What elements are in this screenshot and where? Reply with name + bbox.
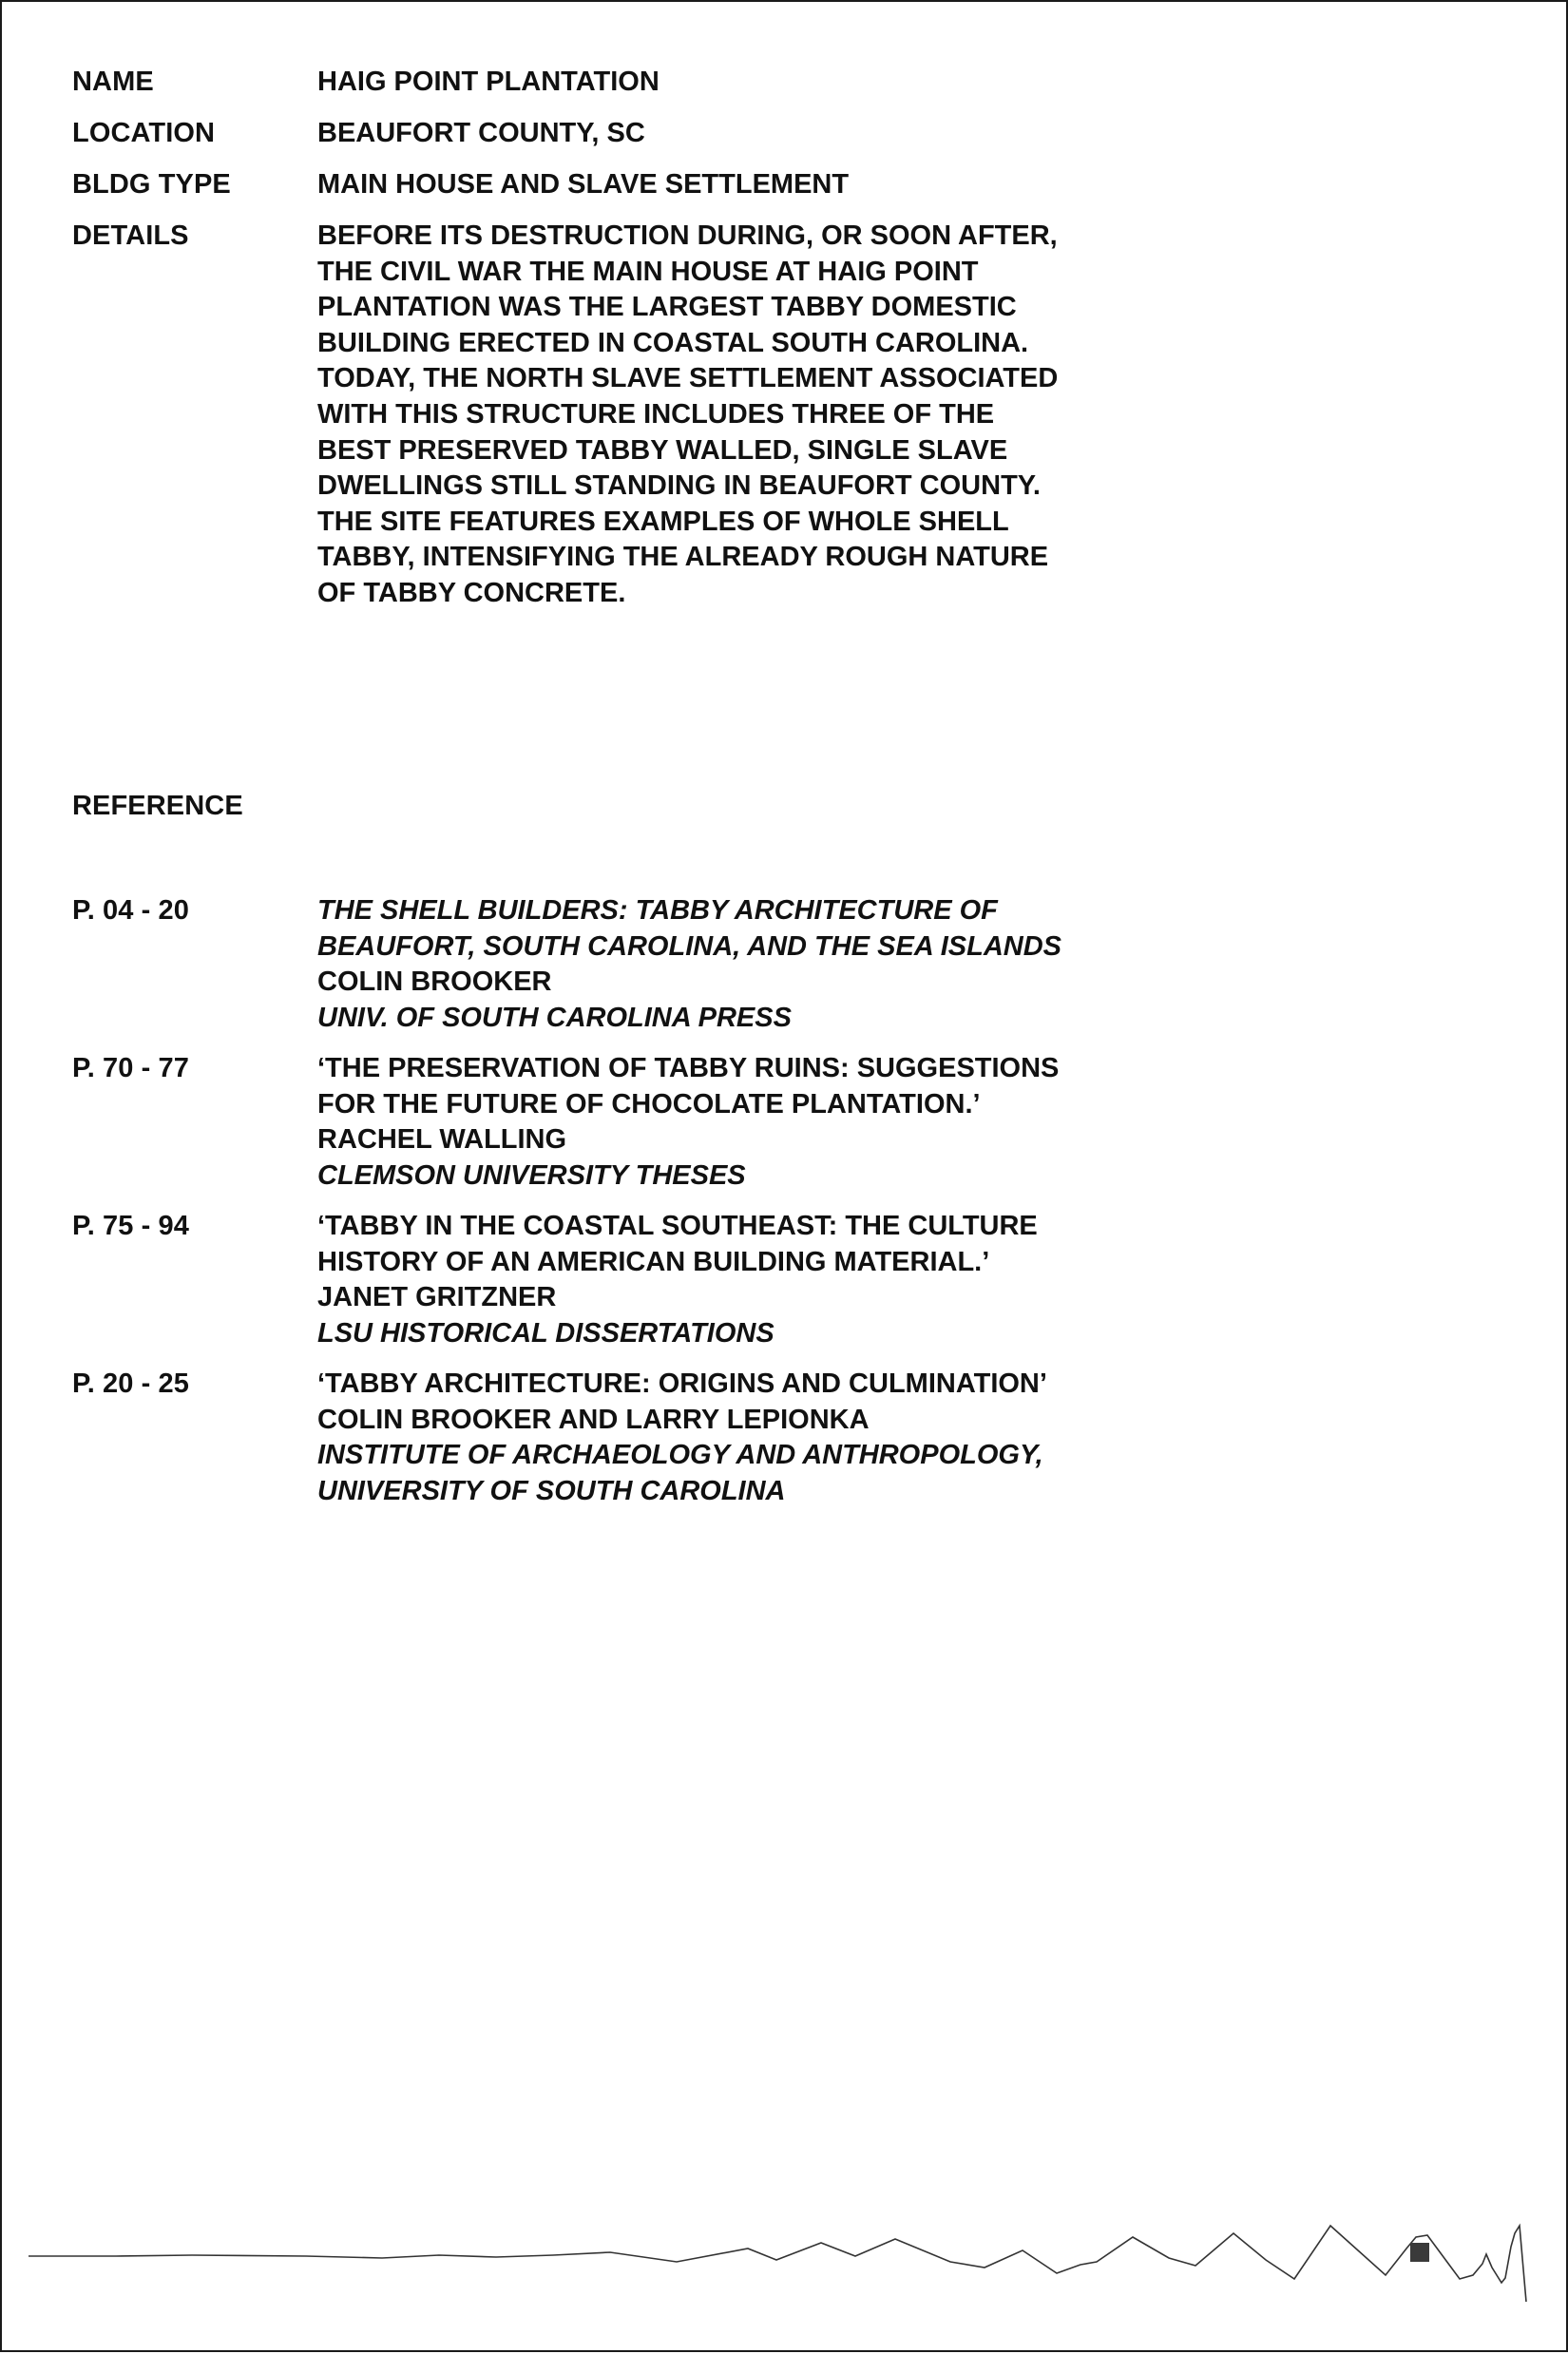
citation-author: JANET GRITZNER [317, 1282, 557, 1312]
citation-publisher: UNIVERSITY OF SOUTH CAROLINA [317, 1475, 786, 1506]
location-label: LOCATION [72, 118, 216, 148]
citation-publisher: UNIV. OF SOUTH CAROLINA PRESS [317, 1002, 792, 1033]
citation-title-line: FOR THE FUTURE OF CHOCOLATE PLANTATION.’ [317, 1088, 981, 1120]
citation-author: RACHEL WALLING [317, 1124, 567, 1155]
reference-pages: P. 75 - 94 [72, 1211, 190, 1241]
skyline-profile-line [29, 2226, 1526, 2302]
details-text: BEFORE ITS DESTRUCTION DURING, OR SOON AFTER, THE CIVIL WAR THE MAIN HOUSE AT HAIG POINT PLANTATION WAS THE LARGEST TABBY DOMESTIC BUILDING ERECTED IN COASTAL SOUTH CAROLINA. TODAY, THE NORTH SLAVE SETTLEMENT ASSOCIATED WITH THIS STRUCTURE INCLUDES THREE OF THE BEST PRESERVED TABBY WALLED, SINGLE SLAVE DWELLINGS STILL STANDING IN BEAUFORT COUNTY. THE SITE FEATURES EXAMPLES OF WHOLE SHELL TABBY, INTENSIFYING THE ALREADY ROUGH NATURE OF TABBY CONCRETE. [317, 220, 1059, 608]
reference-pages: P. 04 - 20 [72, 895, 190, 926]
location-value: BEAUFORT COUNTY, SC [317, 118, 645, 148]
citation-author: COLIN BROOKER AND LARRY LEPIONKA [317, 1404, 870, 1435]
citation-title-line: BEAUFORT, SOUTH CAROLINA, AND THE SEA ISLANDS [317, 930, 1062, 962]
citation-title-line: ‘THE PRESERVATION OF TABBY RUINS: SUGGESTIONS [317, 1053, 1060, 1083]
reference-entry [72, 1051, 1118, 1194]
building-type-value: MAIN HOUSE AND SLAVE SETTLEMENT [317, 169, 850, 200]
name-row [72, 65, 1118, 101]
skyline-line-drawing [2, 2188, 1566, 2354]
reference-citation [317, 893, 1061, 1036]
details-label: DETAILS [72, 220, 189, 251]
citation-title-line: HISTORY OF AN AMERICAN BUILDING MATERIAL.’ [317, 1246, 990, 1277]
reference-pages: P. 20 - 25 [72, 1368, 190, 1399]
citation-title-line: ‘TABBY ARCHITECTURE: ORIGINS AND CULMINATION’ [317, 1368, 1047, 1399]
citation-author: COLIN BROOKER [317, 966, 552, 997]
details-row [72, 219, 1118, 612]
citation-title-line: ‘TABBY IN THE COASTAL SOUTHEAST: THE CULTURE [317, 1211, 1038, 1241]
reference-pages: P. 70 - 77 [72, 1053, 190, 1083]
skyline-marker [1410, 2243, 1429, 2262]
name-value: HAIG POINT PLANTATION [317, 67, 660, 97]
reference-heading: REFERENCE [72, 791, 243, 821]
citation-title-line: THE SHELL BUILDERS: TABBY ARCHITECTURE OF [317, 895, 998, 926]
reference-heading-row [72, 789, 1118, 825]
reference-entry [72, 1209, 1118, 1351]
reference-entry [72, 893, 1118, 1036]
reference-citation [317, 1367, 1047, 1509]
citation-publisher: LSU HISTORICAL DISSERTATIONS [317, 1317, 774, 1349]
reference-citation [317, 1209, 1038, 1351]
location-row [72, 116, 1118, 152]
building-type-row [72, 167, 1118, 203]
citation-publisher: CLEMSON UNIVERSITY THESES [317, 1159, 746, 1191]
reference-citation [317, 1051, 1059, 1194]
building-type-label: BLDG TYPE [72, 169, 231, 200]
name-label: NAME [72, 67, 154, 97]
reference-entry [72, 1367, 1118, 1509]
citation-publisher: INSTITUTE OF ARCHAEOLOGY AND ANTHROPOLOGY, [317, 1440, 1043, 1470]
